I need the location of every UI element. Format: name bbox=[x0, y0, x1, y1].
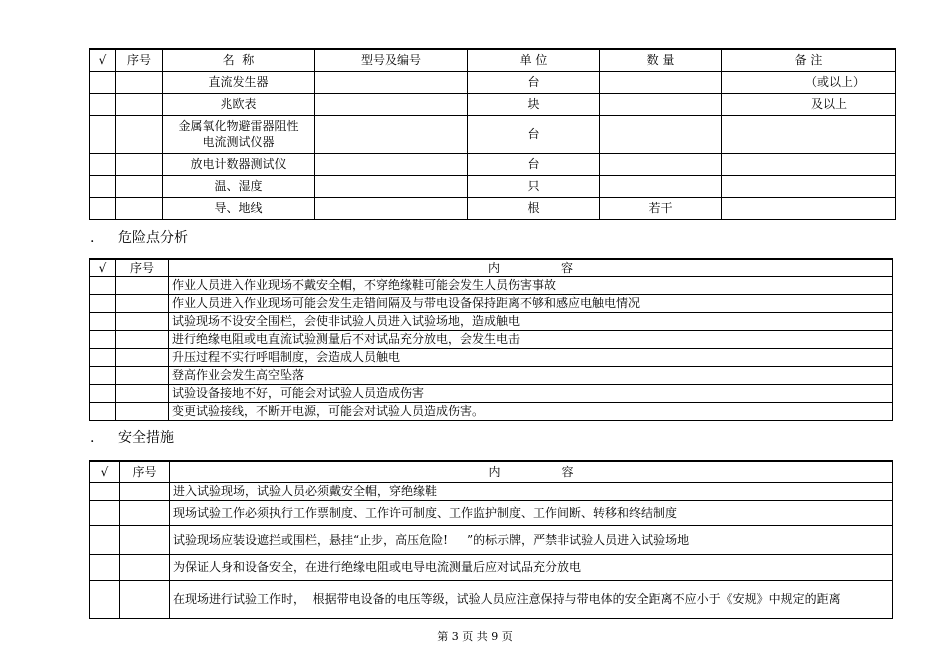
note-header: 备 注 bbox=[722, 49, 896, 71]
section-marker: . bbox=[90, 230, 95, 246]
check-cell bbox=[90, 93, 116, 115]
unit-cell: 台 bbox=[468, 71, 600, 93]
seq-cell bbox=[116, 366, 169, 384]
check-header: √ bbox=[90, 259, 116, 276]
check-cell bbox=[90, 402, 116, 420]
qty-cell bbox=[600, 93, 722, 115]
safety-table bbox=[89, 460, 893, 619]
seq-cell bbox=[120, 554, 170, 580]
qty-cell bbox=[600, 153, 722, 175]
seq-cell bbox=[116, 330, 169, 348]
table-row bbox=[90, 197, 896, 219]
note-cell: 及以上 bbox=[722, 93, 896, 115]
seq-cell bbox=[120, 482, 170, 500]
table-row bbox=[90, 366, 893, 384]
seq-cell bbox=[116, 294, 169, 312]
seq-cell bbox=[116, 197, 163, 219]
name-header: 名 称 bbox=[163, 49, 315, 71]
check-cell bbox=[90, 312, 116, 330]
table-row bbox=[90, 554, 893, 580]
check-cell bbox=[90, 384, 116, 402]
content-cell: 在现场进行试验工作时， 根据带电设备的电压等级，试验人员应注意保持与带电体的安全距离不应小于《安规》中规定的距离 bbox=[170, 580, 893, 618]
danger-header-row bbox=[90, 259, 893, 276]
model-cell bbox=[315, 175, 468, 197]
unit-cell: 根 bbox=[468, 197, 600, 219]
check-header: √ bbox=[90, 49, 116, 71]
check-cell bbox=[90, 500, 120, 525]
check-cell bbox=[90, 294, 116, 312]
seq-cell bbox=[116, 384, 169, 402]
table-row bbox=[90, 580, 893, 618]
content-cell: 作业人员进入作业现场不戴安全帽，不穿绝缘鞋可能会发生人员伤害事故 bbox=[169, 276, 893, 294]
seq-header: 序号 bbox=[116, 49, 163, 71]
safety-header-row bbox=[90, 461, 893, 482]
table-row bbox=[90, 153, 896, 175]
content-header: 内 容 bbox=[170, 461, 893, 482]
note-cell bbox=[722, 175, 896, 197]
table-row bbox=[90, 330, 893, 348]
content-cell: 作业人员进入作业现场可能会发生走错间隔及与带电设备保持距离不够和感应电触电情况 bbox=[169, 294, 893, 312]
note-cell: （或以上） bbox=[722, 71, 896, 93]
content-cell: 进入试验现场，试验人员必须戴安全帽，穿绝缘鞋 bbox=[170, 482, 893, 500]
seq-cell bbox=[116, 175, 163, 197]
safety-section-heading bbox=[90, 429, 174, 447]
danger-table bbox=[89, 258, 893, 421]
table-row bbox=[90, 312, 893, 330]
model-cell bbox=[315, 153, 468, 175]
unit-header: 单 位 bbox=[468, 49, 600, 71]
table-row bbox=[90, 276, 893, 294]
content-cell: 登高作业会发生高空坠落 bbox=[169, 366, 893, 384]
check-cell bbox=[90, 175, 116, 197]
content-cell: 变更试验接线，不断开电源，可能会对试验人员造成伤害。 bbox=[169, 402, 893, 420]
check-header: √ bbox=[90, 461, 120, 482]
model-cell bbox=[315, 115, 468, 153]
content-cell: 试验设备接地不好，可能会对试验人员造成伤害 bbox=[169, 384, 893, 402]
table-row bbox=[90, 482, 893, 500]
page-footer: 第 3 页 共 9 页 bbox=[437, 630, 513, 643]
check-cell bbox=[90, 580, 120, 618]
content-cell: 现场试验工作必须执行工作票制度、工作许可制度、工作监护制度、工作间断、转移和终结制度 bbox=[170, 500, 893, 525]
check-cell bbox=[90, 276, 116, 294]
seq-cell bbox=[116, 153, 163, 175]
seq-cell bbox=[116, 348, 169, 366]
equipment-header-row bbox=[90, 49, 896, 71]
content-header: 内 容 bbox=[169, 259, 893, 276]
safety-section-title: 安全措施 bbox=[118, 430, 174, 446]
model-header: 型号及编号 bbox=[315, 49, 468, 71]
name-cell: 温、湿度 bbox=[163, 175, 315, 197]
table-row bbox=[90, 115, 896, 153]
table-row bbox=[90, 384, 893, 402]
note-cell bbox=[722, 115, 896, 153]
seq-cell bbox=[120, 500, 170, 525]
seq-cell bbox=[120, 525, 170, 554]
content-cell: 试验现场不设安全围栏，会使非试验人员进入试验场地，造成触电 bbox=[169, 312, 893, 330]
equipment-table bbox=[89, 48, 896, 220]
check-cell bbox=[90, 71, 116, 93]
check-cell bbox=[90, 482, 120, 500]
unit-cell: 台 bbox=[468, 115, 600, 153]
table-row bbox=[90, 71, 896, 93]
note-cell bbox=[722, 153, 896, 175]
model-cell bbox=[315, 93, 468, 115]
seq-cell bbox=[116, 115, 163, 153]
table-row bbox=[90, 402, 893, 420]
unit-cell: 台 bbox=[468, 153, 600, 175]
seq-cell bbox=[120, 580, 170, 618]
seq-cell bbox=[116, 402, 169, 420]
content-cell: 升压过程不实行呼唱制度，会造成人员触电 bbox=[169, 348, 893, 366]
seq-cell bbox=[116, 312, 169, 330]
seq-cell bbox=[116, 71, 163, 93]
content-cell: 进行绝缘电阻或电直流试验测量后不对试品充分放电，会发生电击 bbox=[169, 330, 893, 348]
note-cell bbox=[722, 197, 896, 219]
qty-cell bbox=[600, 71, 722, 93]
content-cell: 为保证人身和设备安全，在进行绝缘电阻或电导电流测量后应对试品充分放电 bbox=[170, 554, 893, 580]
danger-section-heading bbox=[90, 229, 188, 247]
table-row bbox=[90, 294, 893, 312]
table-row bbox=[90, 348, 893, 366]
check-cell bbox=[90, 348, 116, 366]
check-cell bbox=[90, 197, 116, 219]
name-cell: 导、地线 bbox=[163, 197, 315, 219]
seq-cell bbox=[116, 93, 163, 115]
danger-section-title: 危险点分析 bbox=[118, 230, 188, 246]
table-row bbox=[90, 175, 896, 197]
check-cell bbox=[90, 330, 116, 348]
table-row bbox=[90, 500, 893, 525]
model-cell bbox=[315, 71, 468, 93]
qty-header: 数 量 bbox=[600, 49, 722, 71]
check-cell bbox=[90, 554, 120, 580]
check-cell bbox=[90, 366, 116, 384]
seq-header: 序号 bbox=[116, 259, 169, 276]
check-cell bbox=[90, 115, 116, 153]
check-cell bbox=[90, 525, 120, 554]
qty-cell bbox=[600, 115, 722, 153]
qty-cell bbox=[600, 175, 722, 197]
name-cell: 兆欧表 bbox=[163, 93, 315, 115]
qty-cell: 若干 bbox=[600, 197, 722, 219]
model-cell bbox=[315, 197, 468, 219]
unit-cell: 只 bbox=[468, 175, 600, 197]
seq-cell bbox=[116, 276, 169, 294]
table-row bbox=[90, 93, 896, 115]
name-cell: 金属氧化物避雷器阻性电流测试仪器 bbox=[163, 115, 315, 153]
name-cell: 放电计数器测试仪 bbox=[163, 153, 315, 175]
section-marker: . bbox=[90, 430, 95, 446]
content-cell: 试验现场应装设遮拦或围栏，悬挂“止步，高压危险! ”的标示牌，严禁非试验人员进入试验场地 bbox=[170, 525, 893, 554]
table-row bbox=[90, 525, 893, 554]
seq-header: 序号 bbox=[120, 461, 170, 482]
check-cell bbox=[90, 153, 116, 175]
name-cell: 直流发生器 bbox=[163, 71, 315, 93]
unit-cell: 块 bbox=[468, 93, 600, 115]
